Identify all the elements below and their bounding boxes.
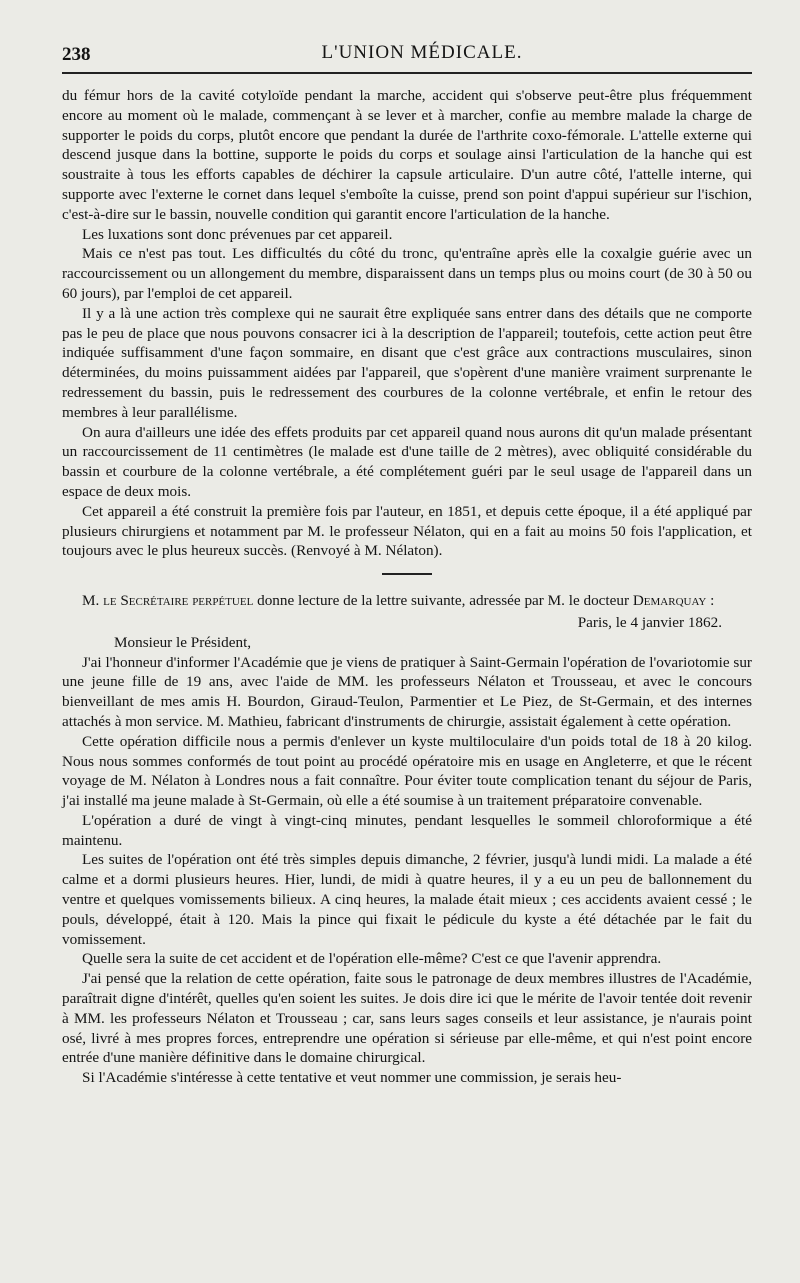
doctor-name: Demarquay [632, 592, 707, 610]
article-body [62, 86, 752, 561]
letter-salutation: Monsieur le Président, [114, 633, 252, 651]
letter [62, 591, 752, 1088]
article-paragraph: du fémur hors de la cavité cotyloïde pendant la marche, accident qui s'observe peut-être plus fréquemment encore au moment où le malade, commençant à se lever et à marcher, confie au membre malade la charge de supporter le poids du corps, plutôt encore que pendant la durée de l'arthrite coxo-fémorale. L'attelle externe qui descend jusque dans la bottine, supporte le poids du corps et soulage ainsi l'articulation de la hanche qui est soustraite à tous les efforts capables de déchirer la capsule articulaire. D'un autre côté, l'attelle interne, qui supporte avec l'externe le cornet dans lequel s'emboîte la cuisse, prend son point d'appui supérieur sur l'ischion, c'est-à-dire sur le bassin, nouvelle condition qui garantit encore l'articulation de la hanche. [62, 87, 752, 223]
intro-end: : [706, 592, 715, 610]
letter-paragraph: Les suites de l'opération ont été très simples depuis dimanche, 2 février, jusqu'à lundi midi. La malade a été calme et a dormi plusieurs heures. Hier, lundi, de midi à quatre heures, il y a eu un peu de ballonnement du ventre et quelques vomissements bilieux. A cinq heures, la malade était mieux ; ces accidents avaient cessé ; le pouls, développé, était à 120. Mais la pince qui fixait le pédicule du kyste a été détachée par le fait du vomissement. [62, 851, 752, 948]
intro-text: donne lecture de la lettre suivante, adressée par M. le docteur [253, 592, 633, 610]
letter-paragraph: Cette opération difficile nous a permis d'enlever un kyste multiloculaire d'un poids total de 18 à 20 kilog. Nous nous sommes conformés de tout point au procédé opératoire mis en usage en Angleterre, et que le récent voyage de M. Nélaton à Londres nous a fait connaître. Pour éviter toute complication tenant du séjour de Paris, j'ai installé ma jeune malade à St-Germain, où elle a été soumise à un traitement préparatoire convenable. [62, 732, 752, 810]
letter-paragraph: J'ai l'honneur d'informer l'Académie que je viens de pratiquer à Saint-Germain l'opération de l'ovariotomie sur une jeune fille de 19 ans, avec l'aide de MM. les professeurs Nélaton et Trousseau, et avec le concours bienveillant de mes amis H. Bourdon, Giraud-Teulon, Parmentier et Le Piez, de St-Germain, et des internes attachés à mon service. M. Mathieu, fabricant d'instruments de chirurgie, assistait également à cette opération. [62, 653, 752, 730]
running-head [62, 40, 752, 68]
letter-paragraph: L'opération a duré de vingt à vingt-cinq minutes, pendant lesquelles le sommeil chloroformique a été maintenu. [62, 811, 752, 849]
letter-dateline: Paris, le 4 janvier 1862. [577, 613, 722, 631]
article-paragraph: Mais ce n'est pas tout. Les difficultés du côté du tronc, qu'entraîne après elle la coxalgie guérie avec un raccourcissement ou un allongement du membre, disparaissent dans un temps plus ou moins court (de 30 à 50 ou 60 jours), par l'emploi de cet appareil. [62, 245, 752, 302]
letter-intro [62, 591, 752, 611]
letter-paragraph: Quelle sera la suite de cet accident et de l'opération elle-même? C'est ce que l'avenir apprendra. [82, 950, 662, 968]
journal-title: L'UNION MÉDICALE. [321, 42, 523, 63]
section-separator [382, 573, 432, 575]
page-number: 238 [62, 44, 91, 65]
article-paragraph: Il y a là une action très complexe qui ne saurait être expliquée sans entrer dans des détails que ne comporte pas le peu de place que nous pouvons consacrer ici à la description de l'appareil; toutefois, cette action peut être indiquée suffisamment d'une façon sommaire, en disant que c'est grâce aux contractions musculaires, sinon déterminées, du moins puissamment aidées par l'appareil, que s'opèrent d'une manière vraiment surprenante le redressement du bassin, puis le redressement des courbures de la colonne vertébrale, et enfin le retour des membres à leur parallélisme. [62, 304, 752, 421]
letter-paragraph: J'ai pensé que la relation de cette opération, faite sous le patronage de deux membres illustres de l'Académie, paraîtrait digne d'intérêt, quelles qu'en soient les suites. Je dois dire ici que le mérite de l'avoir tentée doit revenir à MM. les professeurs Nélaton et Trousseau ; car, sans leurs sages conseils et leur assistance, je n'aurais point osé, livré à mes propres forces, entreprendre une opération si sérieuse par elle-même, et qui n'est point encore entrée d'une manière définitive dans le domaine chirurgical. [62, 970, 752, 1067]
article-paragraph: On aura d'ailleurs une idée des effets produits par cet appareil quand nous aurons dit qu'un malade présentant un raccourcissement de 11 centimètres (le malade est d'une taille de 2 mètres), avec obliquité considérable du bassin et courbure de la colonne vertébrale, a été complétement guéri par le seul usage de l'appareil dans un espace de deux mois. [62, 423, 752, 500]
header-rule [62, 72, 752, 74]
secretary-title: M. le Secrétaire perpétuel [82, 592, 254, 610]
article-paragraph: Cet appareil a été construit la première fois par l'auteur, en 1851, et depuis cette époque, il a été appliqué par plusieurs chirurgiens et notamment par M. le professeur Nélaton, qui en a fait au moins 50 fois l'application, et toujours avec le plus heureux succès. (Renvoyé à M. Nélaton). [62, 502, 752, 560]
letter-paragraph: Si l'Académie s'intéresse à cette tentative et veut nommer une commission, je serais heu- [82, 1069, 622, 1087]
article-paragraph: Les luxations sont donc prévenues par cet appareil. [82, 225, 393, 243]
